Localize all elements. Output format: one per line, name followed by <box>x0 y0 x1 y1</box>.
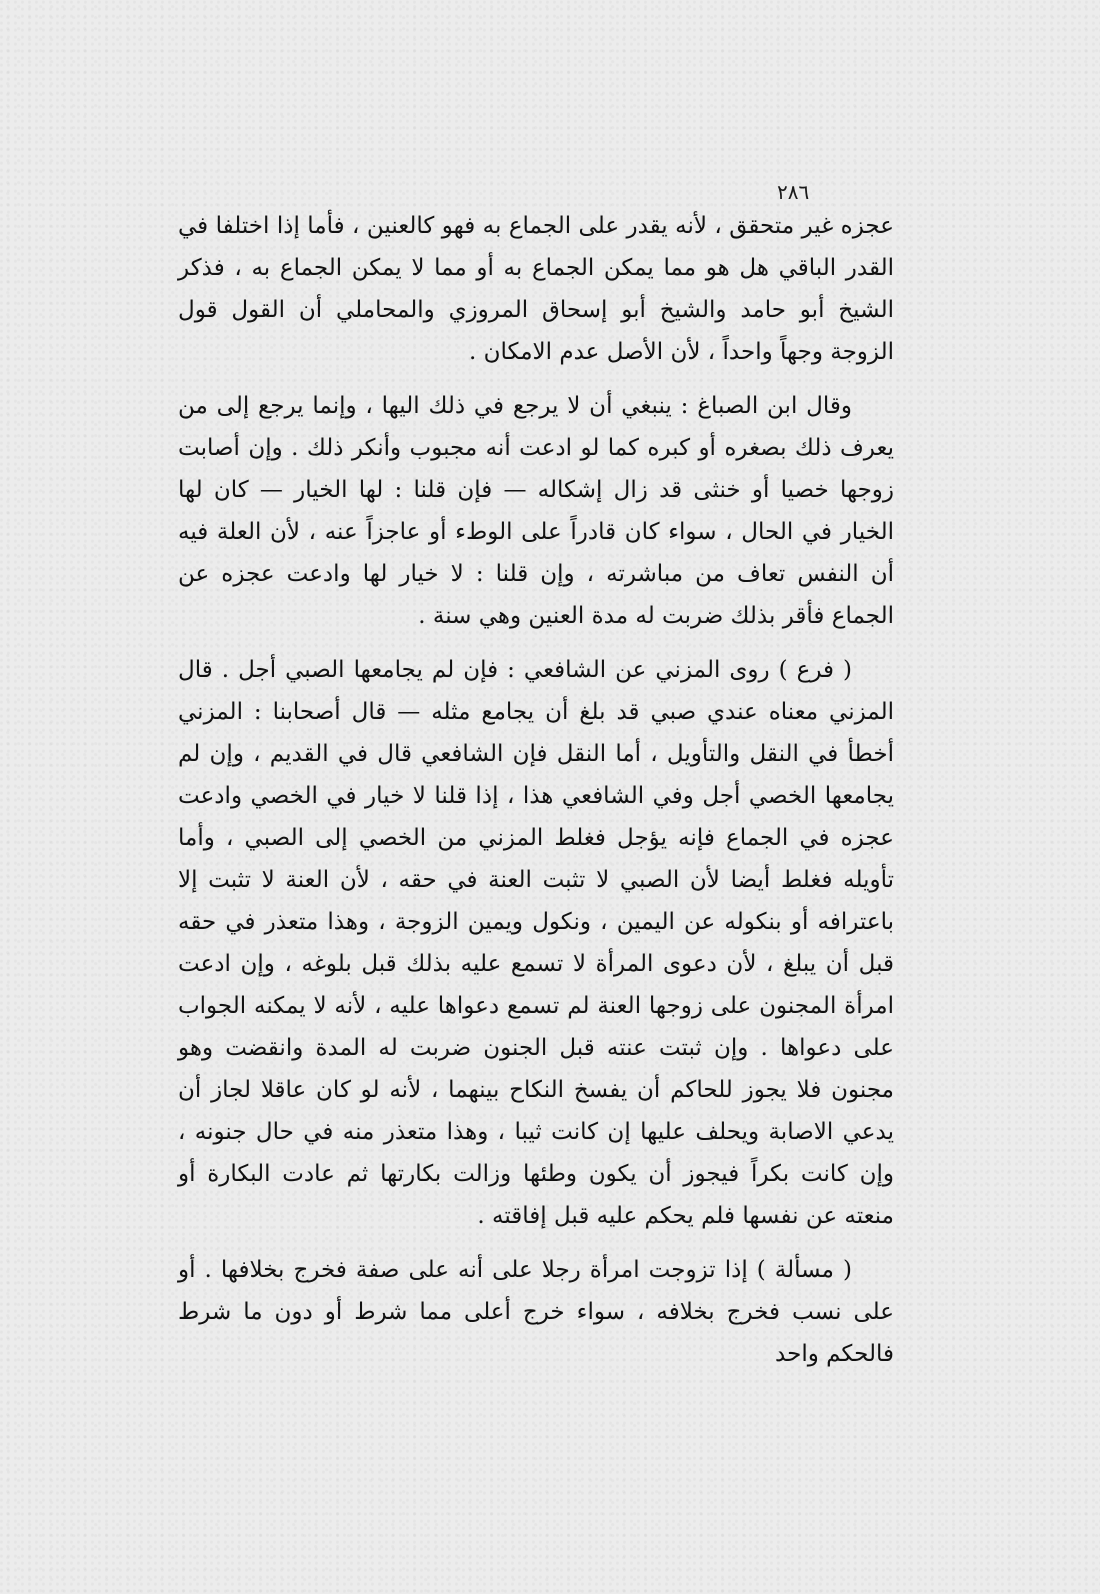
paragraph-2: وقال ابن الصباغ : ينبغي أن لا يرجع في ذلك اليها ، وإنما يرجع إلى من يعرف ذلك بصغره أو كبره كما لو ادعت أنه مجبوب وأنكر ذلك . وإن أصابت زوجها خصيا أو خنثى قد زال إشكاله — فإن قلنا : لها الخيار — كان لها الخيار في الحال ، سواء كان قادراً على الوطء أو عاجزاً عنه ، لأن العلة فيه أن النفس تعاف من مباشرته ، وإن قلنا : لا خيار لها وادعت عجزه عن الجماع فأقر بذلك ضربت له مدة العنين وهي سنة . <box>178 393 894 629</box>
paragraph-3: ( فرع ) روى المزني عن الشافعي : فإن لم يجامعها الصبي أجل . قال المزني معناه عندي صبي قد بلغ أن يجامع مثله — قال أصحابنا : المزني أخطأ في النقل والتأويل ، أما النقل فإن الشافعي قال في القديم ، وإن لم يجامعها الخصي أجل وفي الشافعي هذا ، إذا قلنا لا خيار في الخصي وادعت عجزه في الجماع فإنه يؤجل فغلط المزني من الخصي إلى الصبي ، وأما تأويله فغلط أيضا لأن الصبي لا تثبت العنة في حقه ، لأن العنة لا تثبت إلا باعترافه أو بنكوله عن اليمين ، ونكول ويمين الزوجة ، وهذا متعذر في حقه قبل أن يبلغ ، لأن دعوى المرأة لا تسمع عليه بذلك قبل بلوغه ، وإن ادعت امرأة المجنون على زوجها العنة لم تسمع دعواها عليه ، لأنه لا يمكنه الجواب على دعواها . وإن ثبتت عنته قبل الجنون ضربت له المدة وانقضت وهو مجنون فلا يجوز للحاكم أن يفسخ النكاح بينهما ، لأنه لو كان عاقلا لجاز أن يدعي الاصابة ويحلف عليها إن كانت ثيبا ، وهذا متعذر منه في حال جنونه ، وإن كانت بكراً فيجوز أن يكون وطئها وزالت بكارتها ثم عادت البكارة أو منعته عن نفسها فلم يحكم عليه قبل إفاقته . <box>178 657 894 1229</box>
paragraph-4: ( مسألة ) إذا تزوجت امرأة رجلا على أنه على صفة فخرج بخلافها . أو على نسب فخرج بخلافه ، سواء خرج أعلى مما شرط أو دون ما شرط فالحكم واحد <box>178 1257 894 1367</box>
page-number: ٢٨٦ <box>777 180 810 204</box>
main-text <box>178 205 894 1375</box>
paragraph-1: عجزه غير متحقق ، لأنه يقدر على الجماع به فهو كالعنين ، فأما إذا اختلفا في القدر الباقي هل هو مما يمكن الجماع به أو مما لا يمكن الجماع به ، فذكر الشيخ أبو حامد والشيخ أبو إسحاق المروزي والمحاملي أن القول قول الزوجة وجهاً واحداً ، لأن الأصل عدم الامكان . <box>178 213 894 365</box>
